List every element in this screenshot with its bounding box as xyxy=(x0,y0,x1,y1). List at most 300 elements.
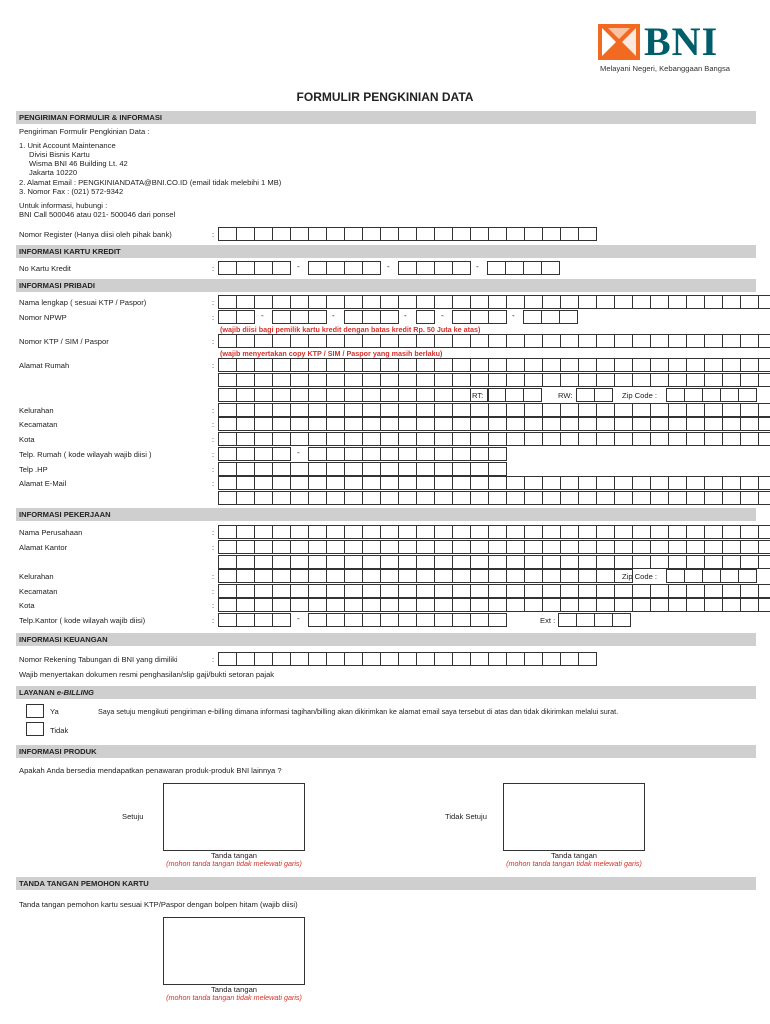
char-box[interactable] xyxy=(578,598,597,612)
char-box[interactable] xyxy=(218,310,237,324)
char-box[interactable] xyxy=(362,358,381,372)
char-box[interactable] xyxy=(218,417,237,431)
char-box[interactable] xyxy=(559,310,578,324)
address-line-2[interactable] xyxy=(218,373,770,386)
office-address-line-2[interactable] xyxy=(218,555,770,568)
char-box[interactable] xyxy=(722,476,741,490)
char-box[interactable] xyxy=(254,447,273,461)
char-box[interactable] xyxy=(702,569,721,583)
char-box[interactable] xyxy=(290,417,309,431)
char-box[interactable] xyxy=(632,584,651,598)
char-box[interactable] xyxy=(758,432,770,446)
char-box[interactable] xyxy=(560,334,579,348)
char-box[interactable] xyxy=(416,358,435,372)
char-box[interactable] xyxy=(272,388,291,402)
char-box[interactable] xyxy=(560,540,579,554)
char-box[interactable] xyxy=(344,476,363,490)
kecamatan-input[interactable] xyxy=(218,417,770,430)
ktp-input[interactable] xyxy=(218,334,770,347)
char-box[interactable] xyxy=(542,476,561,490)
char-box[interactable] xyxy=(326,447,345,461)
char-box[interactable] xyxy=(541,310,560,324)
char-box[interactable] xyxy=(686,555,705,569)
char-box[interactable] xyxy=(344,525,363,539)
char-box[interactable] xyxy=(668,525,687,539)
char-box[interactable] xyxy=(686,491,705,505)
char-box[interactable] xyxy=(614,373,633,387)
char-box[interactable] xyxy=(470,525,489,539)
char-box[interactable] xyxy=(272,432,291,446)
char-box[interactable] xyxy=(218,613,237,627)
char-box[interactable] xyxy=(470,555,489,569)
char-box[interactable] xyxy=(416,310,435,324)
char-box[interactable] xyxy=(488,569,507,583)
char-box[interactable] xyxy=(218,373,237,387)
char-box[interactable] xyxy=(488,432,507,446)
char-box[interactable] xyxy=(254,432,273,446)
char-box[interactable] xyxy=(434,388,453,402)
char-box[interactable] xyxy=(576,388,595,402)
char-box[interactable] xyxy=(558,613,577,627)
char-box[interactable] xyxy=(452,584,471,598)
char-box[interactable] xyxy=(254,555,273,569)
char-box[interactable] xyxy=(434,584,453,598)
char-box[interactable] xyxy=(254,388,273,402)
char-box[interactable] xyxy=(668,555,687,569)
char-box[interactable] xyxy=(524,373,543,387)
char-box[interactable] xyxy=(542,569,561,583)
char-box[interactable] xyxy=(578,334,597,348)
char-box[interactable] xyxy=(434,403,453,417)
char-box[interactable] xyxy=(722,525,741,539)
char-box[interactable] xyxy=(290,462,309,476)
char-box[interactable] xyxy=(344,652,363,666)
char-box[interactable] xyxy=(632,432,651,446)
char-box[interactable] xyxy=(308,462,327,476)
char-box[interactable] xyxy=(632,476,651,490)
char-box[interactable] xyxy=(272,540,291,554)
char-box[interactable] xyxy=(686,334,705,348)
char-box[interactable] xyxy=(434,555,453,569)
char-box[interactable] xyxy=(452,261,471,275)
char-box[interactable] xyxy=(650,555,669,569)
char-box[interactable] xyxy=(487,388,506,402)
char-box[interactable] xyxy=(666,569,685,583)
char-box[interactable] xyxy=(362,447,381,461)
char-box[interactable] xyxy=(362,540,381,554)
char-box[interactable] xyxy=(434,373,453,387)
char-box[interactable] xyxy=(506,334,525,348)
office-zip-input[interactable] xyxy=(666,569,756,582)
char-box[interactable] xyxy=(398,525,417,539)
char-box[interactable] xyxy=(650,432,669,446)
char-box[interactable] xyxy=(362,613,381,627)
char-box[interactable] xyxy=(524,491,543,505)
char-box[interactable] xyxy=(686,295,705,309)
char-box[interactable] xyxy=(506,598,525,612)
rt-input[interactable] xyxy=(487,388,541,401)
char-box[interactable] xyxy=(452,432,471,446)
char-box[interactable] xyxy=(686,525,705,539)
char-box[interactable] xyxy=(326,598,345,612)
char-box[interactable] xyxy=(434,358,453,372)
char-box[interactable] xyxy=(326,261,345,275)
char-box[interactable] xyxy=(308,403,327,417)
char-box[interactable] xyxy=(758,598,770,612)
char-box[interactable] xyxy=(704,373,723,387)
char-box[interactable] xyxy=(272,417,291,431)
char-box[interactable] xyxy=(344,227,363,241)
char-box[interactable] xyxy=(236,432,255,446)
char-box[interactable] xyxy=(524,540,543,554)
char-box[interactable] xyxy=(506,373,525,387)
char-box[interactable] xyxy=(506,540,525,554)
char-box[interactable] xyxy=(470,310,489,324)
account-input[interactable] xyxy=(218,652,596,665)
char-box[interactable] xyxy=(254,525,273,539)
char-box[interactable] xyxy=(542,373,561,387)
char-box[interactable] xyxy=(578,227,597,241)
char-box[interactable] xyxy=(720,569,739,583)
char-box[interactable] xyxy=(254,598,273,612)
char-box[interactable] xyxy=(218,525,237,539)
char-box[interactable] xyxy=(524,555,543,569)
char-box[interactable] xyxy=(344,491,363,505)
char-box[interactable] xyxy=(542,598,561,612)
char-box[interactable] xyxy=(524,525,543,539)
char-box[interactable] xyxy=(398,462,417,476)
char-box[interactable] xyxy=(614,295,633,309)
char-box[interactable] xyxy=(326,476,345,490)
char-box[interactable] xyxy=(470,613,489,627)
char-box[interactable] xyxy=(218,598,237,612)
char-box[interactable] xyxy=(596,358,615,372)
char-box[interactable] xyxy=(470,447,489,461)
char-box[interactable] xyxy=(236,598,255,612)
char-box[interactable] xyxy=(290,373,309,387)
char-box[interactable] xyxy=(344,598,363,612)
char-box[interactable] xyxy=(308,569,327,583)
char-box[interactable] xyxy=(523,261,542,275)
char-box[interactable] xyxy=(722,540,741,554)
char-box[interactable] xyxy=(614,540,633,554)
char-box[interactable] xyxy=(218,652,237,666)
char-box[interactable] xyxy=(344,447,363,461)
char-box[interactable] xyxy=(344,613,363,627)
char-box[interactable] xyxy=(452,491,471,505)
char-box[interactable] xyxy=(236,613,255,627)
char-box[interactable] xyxy=(416,540,435,554)
char-box[interactable] xyxy=(434,491,453,505)
char-box[interactable] xyxy=(452,227,471,241)
char-box[interactable] xyxy=(452,569,471,583)
char-box[interactable] xyxy=(308,261,327,275)
char-box[interactable] xyxy=(254,652,273,666)
char-box[interactable] xyxy=(722,358,741,372)
char-box[interactable] xyxy=(506,227,525,241)
char-box[interactable] xyxy=(326,525,345,539)
char-box[interactable] xyxy=(560,373,579,387)
char-box[interactable] xyxy=(758,373,770,387)
char-box[interactable] xyxy=(578,652,597,666)
char-box[interactable] xyxy=(488,652,507,666)
npwp-group-6[interactable] xyxy=(523,310,577,323)
char-box[interactable] xyxy=(704,295,723,309)
char-box[interactable] xyxy=(614,358,633,372)
char-box[interactable] xyxy=(488,334,507,348)
char-box[interactable] xyxy=(578,525,597,539)
char-box[interactable] xyxy=(380,652,399,666)
char-box[interactable] xyxy=(308,310,327,324)
char-box[interactable] xyxy=(596,491,615,505)
char-box[interactable] xyxy=(596,403,615,417)
char-box[interactable] xyxy=(488,310,507,324)
char-box[interactable] xyxy=(380,310,399,324)
char-box[interactable] xyxy=(488,555,507,569)
char-box[interactable] xyxy=(668,432,687,446)
char-box[interactable] xyxy=(308,491,327,505)
char-box[interactable] xyxy=(560,491,579,505)
char-box[interactable] xyxy=(686,598,705,612)
char-box[interactable] xyxy=(236,358,255,372)
char-box[interactable] xyxy=(506,569,525,583)
char-box[interactable] xyxy=(398,417,417,431)
char-box[interactable] xyxy=(740,358,759,372)
char-box[interactable] xyxy=(326,334,345,348)
char-box[interactable] xyxy=(416,261,435,275)
char-box[interactable] xyxy=(254,261,273,275)
char-box[interactable] xyxy=(632,540,651,554)
char-box[interactable] xyxy=(614,476,633,490)
char-box[interactable] xyxy=(612,613,631,627)
char-box[interactable] xyxy=(380,613,399,627)
char-box[interactable] xyxy=(308,358,327,372)
char-box[interactable] xyxy=(272,447,291,461)
char-box[interactable] xyxy=(380,373,399,387)
char-box[interactable] xyxy=(452,462,471,476)
char-box[interactable] xyxy=(416,491,435,505)
email-line-1[interactable] xyxy=(218,476,770,489)
char-box[interactable] xyxy=(326,295,345,309)
char-box[interactable] xyxy=(578,295,597,309)
char-box[interactable] xyxy=(740,417,759,431)
char-box[interactable] xyxy=(218,447,237,461)
char-box[interactable] xyxy=(218,334,237,348)
char-box[interactable] xyxy=(524,417,543,431)
ext-input[interactable] xyxy=(558,613,630,626)
char-box[interactable] xyxy=(254,403,273,417)
char-box[interactable] xyxy=(470,373,489,387)
char-box[interactable] xyxy=(632,555,651,569)
char-box[interactable] xyxy=(398,227,417,241)
char-box[interactable] xyxy=(488,598,507,612)
char-box[interactable] xyxy=(740,491,759,505)
char-box[interactable] xyxy=(344,584,363,598)
char-box[interactable] xyxy=(452,358,471,372)
char-box[interactable] xyxy=(560,598,579,612)
char-box[interactable] xyxy=(344,373,363,387)
char-box[interactable] xyxy=(740,373,759,387)
char-box[interactable] xyxy=(596,334,615,348)
char-box[interactable] xyxy=(470,476,489,490)
char-box[interactable] xyxy=(488,358,507,372)
char-box[interactable] xyxy=(326,613,345,627)
char-box[interactable] xyxy=(704,598,723,612)
char-box[interactable] xyxy=(290,540,309,554)
char-box[interactable] xyxy=(470,462,489,476)
char-box[interactable] xyxy=(452,417,471,431)
char-box[interactable] xyxy=(722,334,741,348)
char-box[interactable] xyxy=(434,295,453,309)
char-box[interactable] xyxy=(218,295,237,309)
char-box[interactable] xyxy=(488,417,507,431)
char-box[interactable] xyxy=(596,295,615,309)
char-box[interactable] xyxy=(344,261,363,275)
char-box[interactable] xyxy=(470,569,489,583)
char-box[interactable] xyxy=(560,652,579,666)
char-box[interactable] xyxy=(704,555,723,569)
char-box[interactable] xyxy=(398,334,417,348)
char-box[interactable] xyxy=(542,491,561,505)
office-phone-number[interactable] xyxy=(308,613,506,626)
ebilling-yes-checkbox[interactable] xyxy=(26,704,44,718)
char-box[interactable] xyxy=(290,525,309,539)
char-box[interactable] xyxy=(362,476,381,490)
char-box[interactable] xyxy=(380,403,399,417)
char-box[interactable] xyxy=(560,476,579,490)
char-box[interactable] xyxy=(740,432,759,446)
char-box[interactable] xyxy=(308,598,327,612)
char-box[interactable] xyxy=(758,295,770,309)
char-box[interactable] xyxy=(650,525,669,539)
char-box[interactable] xyxy=(722,417,741,431)
char-box[interactable] xyxy=(722,373,741,387)
char-box[interactable] xyxy=(236,261,255,275)
char-box[interactable] xyxy=(740,525,759,539)
char-box[interactable] xyxy=(416,447,435,461)
char-box[interactable] xyxy=(416,227,435,241)
char-box[interactable] xyxy=(452,334,471,348)
char-box[interactable] xyxy=(272,403,291,417)
char-box[interactable] xyxy=(272,613,291,627)
char-box[interactable] xyxy=(632,598,651,612)
char-box[interactable] xyxy=(758,525,770,539)
char-box[interactable] xyxy=(218,261,237,275)
char-box[interactable] xyxy=(740,403,759,417)
char-box[interactable] xyxy=(632,525,651,539)
char-box[interactable] xyxy=(398,652,417,666)
char-box[interactable] xyxy=(560,584,579,598)
char-box[interactable] xyxy=(704,476,723,490)
char-box[interactable] xyxy=(758,491,770,505)
char-box[interactable] xyxy=(614,598,633,612)
char-box[interactable] xyxy=(434,432,453,446)
char-box[interactable] xyxy=(380,358,399,372)
char-box[interactable] xyxy=(578,555,597,569)
char-box[interactable] xyxy=(218,388,237,402)
char-box[interactable] xyxy=(738,569,757,583)
ebilling-no-checkbox[interactable] xyxy=(26,722,44,736)
char-box[interactable] xyxy=(290,310,309,324)
char-box[interactable] xyxy=(470,432,489,446)
char-box[interactable] xyxy=(542,652,561,666)
char-box[interactable] xyxy=(380,584,399,598)
char-box[interactable] xyxy=(704,491,723,505)
char-box[interactable] xyxy=(542,432,561,446)
char-box[interactable] xyxy=(576,613,595,627)
char-box[interactable] xyxy=(236,373,255,387)
char-box[interactable] xyxy=(614,584,633,598)
char-box[interactable] xyxy=(524,227,543,241)
char-box[interactable] xyxy=(632,358,651,372)
address-line-3[interactable] xyxy=(218,388,488,401)
card-number-group-1[interactable] xyxy=(218,261,290,274)
char-box[interactable] xyxy=(416,403,435,417)
char-box[interactable] xyxy=(722,598,741,612)
char-box[interactable] xyxy=(308,584,327,598)
char-box[interactable] xyxy=(596,555,615,569)
char-box[interactable] xyxy=(523,310,542,324)
char-box[interactable] xyxy=(398,295,417,309)
char-box[interactable] xyxy=(362,261,381,275)
char-box[interactable] xyxy=(416,388,435,402)
char-box[interactable] xyxy=(272,652,291,666)
char-box[interactable] xyxy=(362,295,381,309)
char-box[interactable] xyxy=(632,295,651,309)
char-box[interactable] xyxy=(290,227,309,241)
char-box[interactable] xyxy=(416,295,435,309)
char-box[interactable] xyxy=(362,525,381,539)
char-box[interactable] xyxy=(290,334,309,348)
char-box[interactable] xyxy=(487,261,506,275)
char-box[interactable] xyxy=(560,358,579,372)
char-box[interactable] xyxy=(470,334,489,348)
char-box[interactable] xyxy=(290,569,309,583)
char-box[interactable] xyxy=(542,403,561,417)
char-box[interactable] xyxy=(380,525,399,539)
char-box[interactable] xyxy=(344,432,363,446)
char-box[interactable] xyxy=(308,447,327,461)
char-box[interactable] xyxy=(236,462,255,476)
char-box[interactable] xyxy=(380,447,399,461)
char-box[interactable] xyxy=(578,358,597,372)
char-box[interactable] xyxy=(542,295,561,309)
char-box[interactable] xyxy=(488,491,507,505)
address-line-1[interactable] xyxy=(218,358,770,371)
char-box[interactable] xyxy=(578,432,597,446)
char-box[interactable] xyxy=(398,598,417,612)
char-box[interactable] xyxy=(470,598,489,612)
char-box[interactable] xyxy=(740,555,759,569)
mobile-input[interactable] xyxy=(218,462,506,475)
char-box[interactable] xyxy=(326,227,345,241)
char-box[interactable] xyxy=(272,584,291,598)
char-box[interactable] xyxy=(524,295,543,309)
office-address-line-1[interactable] xyxy=(218,540,770,553)
char-box[interactable] xyxy=(434,598,453,612)
char-box[interactable] xyxy=(488,403,507,417)
char-box[interactable] xyxy=(668,334,687,348)
char-box[interactable] xyxy=(560,403,579,417)
char-box[interactable] xyxy=(236,310,255,324)
char-box[interactable] xyxy=(722,403,741,417)
char-box[interactable] xyxy=(254,476,273,490)
char-box[interactable] xyxy=(218,462,237,476)
char-box[interactable] xyxy=(524,403,543,417)
char-box[interactable] xyxy=(218,491,237,505)
char-box[interactable] xyxy=(326,358,345,372)
char-box[interactable] xyxy=(668,584,687,598)
